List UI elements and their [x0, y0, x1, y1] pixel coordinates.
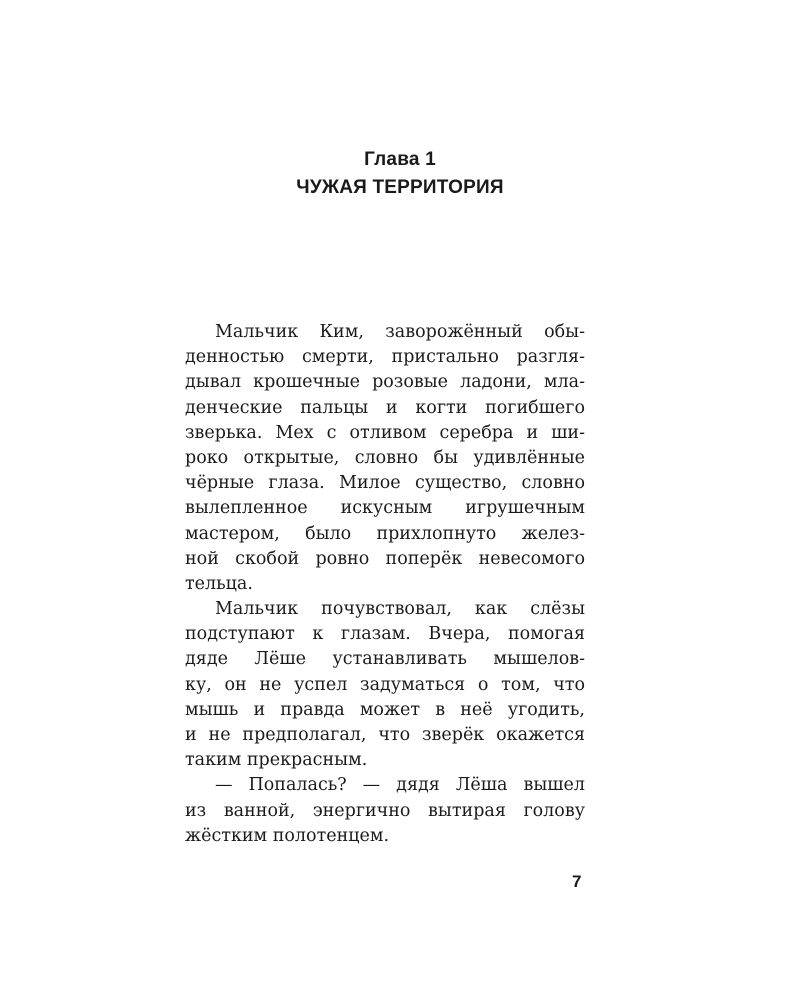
text-line: вылепленное искусным игрушечным [185, 498, 585, 519]
text-line: из ванной, энергично вытирая голову [185, 800, 585, 821]
text-line: чёрные глаза. Милое существо, словно [185, 473, 585, 494]
chapter-number: Глава 1 [364, 149, 436, 170]
text-line: — Попалась? — дядя Лёша вышел [215, 775, 585, 796]
text-line: ной скобой ровно поперёк невесомого [185, 548, 585, 569]
text-line: денческие пальцы и когти погибшего [185, 397, 585, 418]
chapter-body-text [185, 320, 585, 849]
text-line: дяде Лёше устанавливать мышелов- [185, 649, 585, 670]
text-line: Мальчик почувствовал, как слёзы [215, 599, 585, 620]
text-line: подступают к глазам. Вчера, помогая [185, 624, 585, 645]
text-line: денностью смерти, пристально разгля- [185, 347, 585, 368]
text-line: мастером, было прихлопнуто желез- [185, 523, 585, 544]
text-line: Мальчик Ким, заворожённый обы- [215, 322, 585, 342]
chapter-title: ЧУЖАЯ ТЕРРИТОРИЯ [296, 177, 504, 198]
text-line: зверька. Мех с отливом серебра и ши- [185, 422, 585, 443]
text-line: роко открытые, словно бы удивлённые [185, 447, 585, 468]
text-line: таким прекрасным. [185, 750, 368, 771]
text-line: мышь и правда может в неё угодить, [185, 699, 585, 720]
text-line: и не предполагал, что зверёк окажется [185, 725, 585, 745]
text-line: ку, он не успел задуматься о том, что [185, 674, 585, 695]
text-line: жёстким полотенцем. [185, 825, 390, 846]
text-line: тельца. [185, 573, 253, 594]
text-line: дывал крошечные розовые ладони, мла- [185, 372, 585, 393]
page-number: 7 [572, 872, 582, 891]
chapter-heading [0, 146, 800, 202]
